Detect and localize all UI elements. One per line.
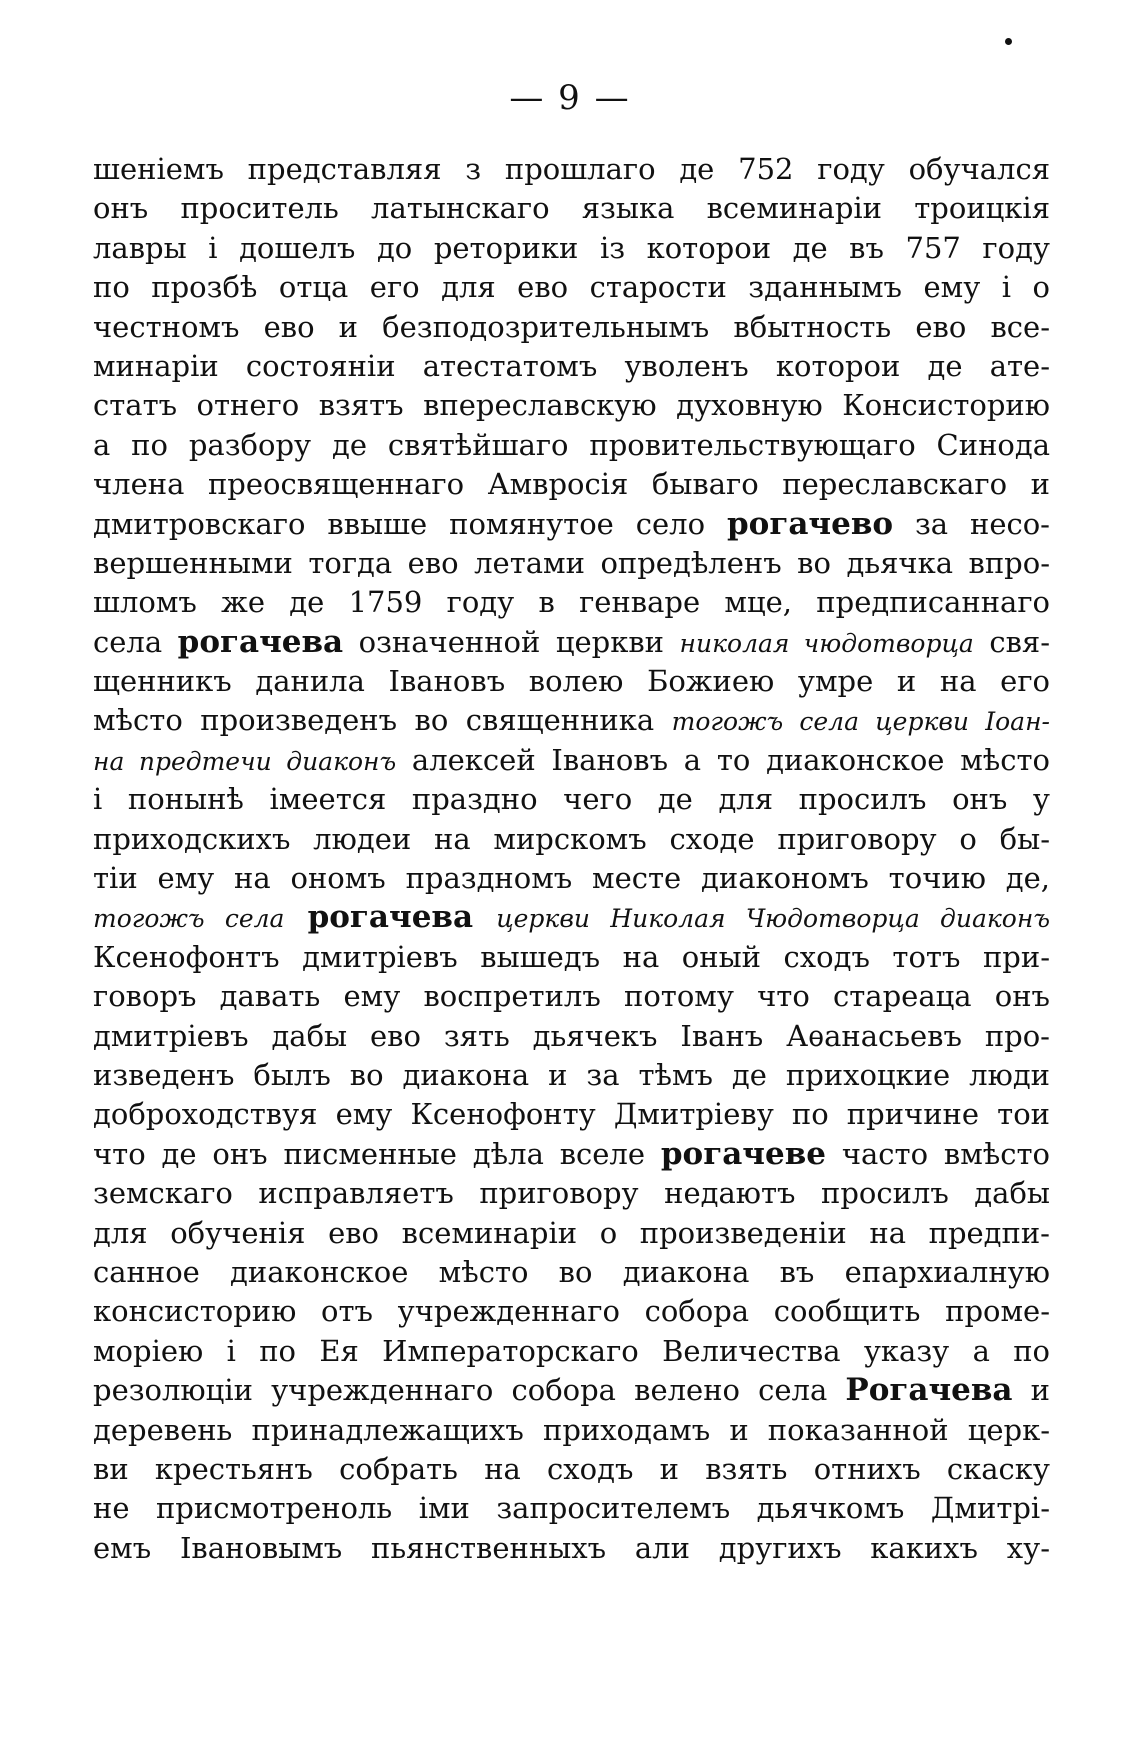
text-line [93, 150, 1050, 189]
text-line [93, 268, 1050, 307]
text-segment: приходскихъ людеи на мирскомъ сходе приговору о бы- [93, 821, 1050, 856]
text-segment: Ксенофонтъ дмитріевъ вышедъ на оный сходъ тотъ при- [93, 939, 1050, 974]
text-segment: і понынѣ імеется праздно чего де для просилъ онъ у [93, 782, 1050, 817]
text-line [93, 623, 1050, 662]
text-segment: резолюціи учрежденнаго собора велено села [93, 1373, 846, 1408]
page-number: — 9 — [509, 78, 631, 118]
text-line [93, 1095, 1050, 1134]
text-segment: ви крестьянъ собрать на сходъ и взять отнихъ скаску [93, 1451, 1050, 1486]
text-line [93, 583, 1050, 622]
text-segment: земскаго исправляетъ приговору недаютъ просилъ дабы [93, 1176, 1050, 1211]
text-line [93, 505, 1050, 544]
text-line [93, 426, 1050, 465]
italic-text: на предтечи диаконъ [93, 746, 397, 776]
text-segment: по прозбѣ отца его для ево старости зданнымъ ему і о [93, 270, 1050, 305]
italic-text: тогожъ села церкви Іоан- [671, 707, 1050, 737]
text-line [93, 977, 1050, 1016]
text-segment: санное диаконское мѣсто во диакона въ епархиалную [93, 1254, 1050, 1289]
text-segment: не присмотреноль іми запросителемъ дьячкомъ Дмитрі- [93, 1491, 1050, 1526]
bold-text: Рогачева [845, 1372, 1013, 1409]
text-line [93, 1056, 1050, 1095]
bold-text: рогачево [726, 505, 894, 542]
text-line [93, 347, 1050, 386]
text-segment: доброходствуя ему Ксенофонту Дмитріеву по причине тои [93, 1097, 1050, 1132]
text-line [93, 308, 1050, 347]
text-segment: и [1012, 1373, 1050, 1408]
text-segment: за несо- [893, 506, 1050, 541]
italic-text: николая чюдотворца [679, 628, 974, 658]
text-line [93, 662, 1050, 701]
text-segment: села [93, 624, 178, 659]
text-segment: деревень принадлежащихъ приходамъ и показанной церк- [93, 1412, 1050, 1447]
text-segment: консисторию отъ учрежденнаго собора сообщить проме- [93, 1294, 1050, 1329]
text-segment: алексей Івановъ а то диаконское мѣсто [396, 742, 1050, 777]
text-segment: минаріи состояніи атестатомъ уволенъ которои де ате- [93, 348, 1050, 383]
text-segment: моріею і по Ея Императорскаго Величества указу а по [93, 1333, 1050, 1368]
text-line [93, 1450, 1050, 1489]
bold-text: рогачева [284, 899, 497, 936]
text-line [93, 741, 1050, 780]
text-line [93, 386, 1050, 425]
text-segment: честномъ ево и безподозрительнымъ вбытность ево все- [93, 309, 1050, 344]
text-segment: что де онъ писменные дѣла вселе [93, 1136, 661, 1171]
text-segment: члена преосвященнаго Амвросія бываго переславскаго и [93, 467, 1050, 502]
bold-text: рогачеве [660, 1135, 826, 1172]
text-line [93, 701, 1050, 740]
text-line [93, 938, 1050, 977]
bold-text: рогачева [177, 623, 344, 660]
text-segment: тіи ему на ономъ праздномъ месте диакономъ точию де, [93, 861, 1050, 896]
text-segment: дмитровскаго ввыше помянутое село [93, 506, 727, 541]
text-line [93, 898, 1050, 937]
text-line [93, 465, 1050, 504]
ink-speck [1005, 38, 1012, 45]
body-text [93, 150, 1050, 1568]
text-line [93, 780, 1050, 819]
text-segment: мѣсто произведенъ во священника [93, 703, 672, 738]
text-line [93, 859, 1050, 898]
text-line [93, 1529, 1050, 1568]
text-line [93, 1292, 1050, 1331]
text-segment: статъ отнего взятъ впереславскую духовную Консисторию [93, 388, 1050, 423]
text-line [93, 189, 1050, 228]
text-line [93, 1411, 1050, 1450]
text-segment: говоръ давать ему воспретилъ потому что стареаца онъ [93, 979, 1050, 1014]
text-segment: шеніемъ представляя з прошлаго де 752 году обучался [93, 152, 1050, 186]
text-segment: для обученія ево всеминаріи о произведеніи на предпи- [93, 1215, 1050, 1250]
text-segment: шломъ же де 1759 году в генваре мце, предписаннаго [93, 585, 1050, 620]
text-line [93, 1135, 1050, 1174]
text-line [93, 1489, 1050, 1528]
text-line [93, 1017, 1050, 1056]
text-line [93, 1214, 1050, 1253]
text-segment: свя- [973, 624, 1050, 659]
text-line [93, 229, 1050, 268]
text-segment: означенной церкви [343, 624, 680, 659]
italic-text: тогожъ села [93, 904, 285, 934]
text-line [93, 1371, 1050, 1410]
text-segment: изведенъ былъ во диакона и за тѣмъ де прихоцкие люди [93, 1057, 1050, 1092]
text-segment: дмитріевъ дабы ево зять дьячекъ Іванъ Аѳанасьевъ про- [93, 1018, 1050, 1053]
text-line [93, 1253, 1050, 1292]
italic-text: церкви Николая Чюдотворца диаконъ [496, 904, 1050, 934]
text-segment: щенникъ данила Івановъ волею Божиею умре и на его [93, 664, 1050, 699]
text-segment: лавры і дошелъ до реторики із которои де въ 757 году [93, 230, 1050, 265]
text-segment: вершенными тогда ево летами опредѣленъ во дьячка впро- [93, 545, 1050, 580]
text-segment: часто вмѣсто [825, 1136, 1050, 1171]
text-segment: онъ проситель латынскаго языка всеминаріи троицкія [93, 191, 1050, 226]
text-line [93, 544, 1050, 583]
text-line [93, 1332, 1050, 1371]
text-line [93, 1174, 1050, 1213]
text-segment: а по разбору де святѣйшаго провительствующаго Синода [93, 427, 1050, 462]
text-line [93, 820, 1050, 859]
text-segment: емъ Івановымъ пьянственныхъ али другихъ какихъ ху- [93, 1530, 1050, 1565]
